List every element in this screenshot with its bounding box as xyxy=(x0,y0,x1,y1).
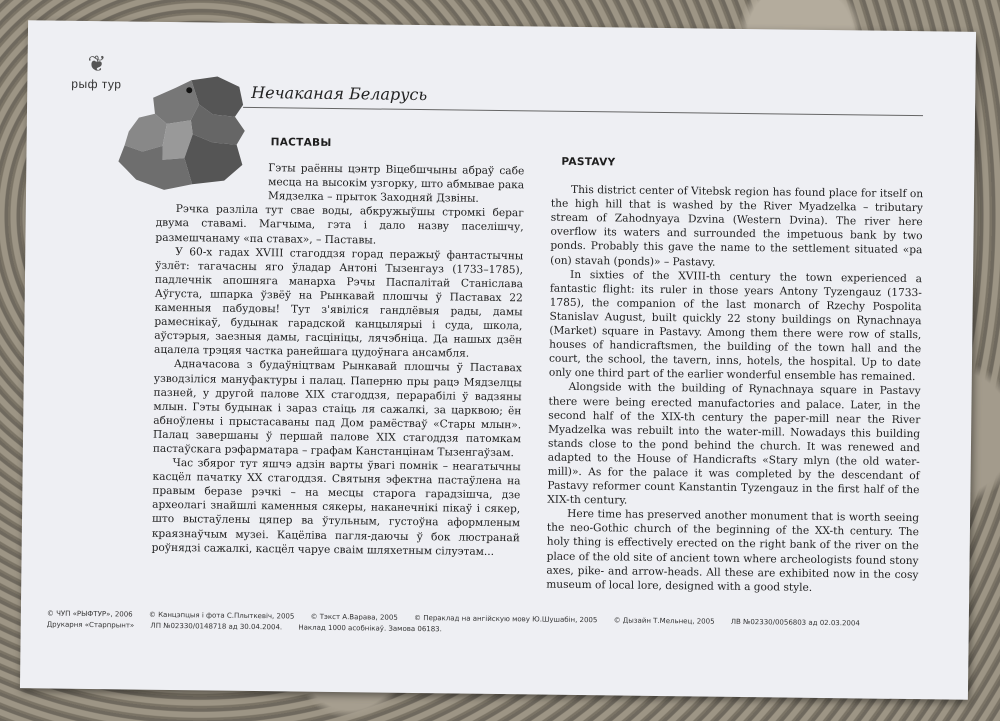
ru-paragraph-1-lead: Гэты раённы цэнтр Віцебшчыны абраў сабе месца на высокім узгорку, што абмывае рака Мядзелка – прыток Заходняй Дзвіны. xyxy=(267,162,525,206)
logo-text: рыф тур xyxy=(71,76,122,92)
ru-paragraph-3: Адначасова з будаўніцтвам Рынкавай плошчы ў Паставах узводзіліся мануфактуры і палац. Паперню пры рацэ Мядзелцы пазней, у другой палове XIX стагоддзя, перарабілі ў вадзяны млын. Гэты будынак і зараз стаіць ля сажалкі, за царквою; ён абноўлены і прыстасаваны пад Дом рамёстваў «Стары млын». Палац завершаны ў першай палове XIX стагоддзя патомкам пастаўскага рэфарматара – графам Канстанцінам Тызенгаўзам. xyxy=(152,358,522,460)
credit-item: Друкарня «Старпрынт» xyxy=(46,620,135,630)
column-title-ru: ПАСТАВЫ xyxy=(270,136,332,149)
squirrel-logo-icon: ❦ xyxy=(87,50,107,77)
belarusian-column xyxy=(152,134,525,559)
credit-item: Наклад 1000 асобнікаў. Замова 06183. xyxy=(298,623,442,634)
ru-paragraph-2: У 60-х гадах XVIII стагоддзя горад перажыў фантастычны ўзлёт: тагачасны яго ўладар Антоні Тызенгауз (1733–1785), падлечнік апошняга манарха Рэчы Паспалітай Станіслава Аўгуста, шпарка ўзвёў на Рынкавай плошчы ў Паставах 22 каменныя пабудовы! Тут з'явіліся гандлёвыя рады, дамы рамеснікаў, будынак гарадской канцылярыі і суда, школа, аўстэрыя, заезныя дамы, гасцініцы, лячэбніца. Да нашых дзён ацалела трэцяя частка ранейшага цудоўнага ансамбля. xyxy=(154,245,524,360)
page-title: Нечаканая Беларусь xyxy=(251,82,428,105)
en-paragraph-4: Here time has preserved another monument that is worth seeing the neo-Gothic church of the beginning of the XX-th century. The holy thing is effectively erected on the right bank of the river on the place of the old site of ancient town where archeologists found stony axes, pike- and arrow-heads. All these are exhibited now in the cosy museum of local lore, designed with a good style. xyxy=(546,508,920,594)
en-paragraph-2: In sixties of the XVIII-th century the town experienced a fantastic flight: its ruler in those years Antony Tyzengauz (1733-1785), the companion of the last monarch of Rzechy Pospolita Stanislav August, built quickly 22 stony buildings on Rynachnaya (Market) square in Pastavy. Among them there were row of stalls, houses of handicraftsmen, the building of the town hall and the court, the school, the tavern, inns, hotels, the hospital. Up to date only one third part of the earlier wonderful ensemble has remained. xyxy=(548,268,923,384)
english-column xyxy=(546,139,924,596)
en-paragraph-1: This district center of Vitebsk region has found place for itself on the high hill that is washed by the River Myadzelka – tributary stream of Zahodnyaya Dzvina (Western Dvina). The river here overflow its waters and surrounded the impetuous bank by two ponds. Probably this gave the name to the settlement situated «pa (on) stavah (ponds)» – Pastavy. xyxy=(550,183,924,269)
ru-paragraph-1-rest: Рэчка разліла тут свае воды, абкружыўшы стромкі бераг двума ставамі. Магчыма, гэта і дало назву паселішчу, размешчанаму «па ставах», – Паставы. xyxy=(155,203,524,247)
credit-item: © Тэкст А.Варава, 2005 xyxy=(310,612,398,622)
postcard xyxy=(20,20,976,700)
credits-footer xyxy=(47,609,947,642)
ru-paragraph-4: Час збярог тут яшчэ адзін варты ўвагі помнік – неагатычны касцёл пачатку XX стагоддзя. Святыня эфектна пастаўлена на правым беразе рэчкі – на месцы старога гарадзішча, дзе археолагі знайшлі каменныя сякеры, наканечнікі пікаў і сякер, што выстаўлены цяпер ва ўтульным, густоўна аформленым краязнаўчым музеі. Кацёліва пагля-даючы ў бок люстранай роўнядзі сажалкі, касцёл чаруе сваім шляхетным сілуэтам... xyxy=(151,457,521,558)
credit-item: © ЧУП «РЫФТУР», 2006 xyxy=(46,609,133,619)
credit-item: ЛВ №02330/0056803 ад 02.03.2004 xyxy=(730,617,860,628)
column-title-en: PASTAVY xyxy=(561,155,616,169)
credit-item: © Канцэпцыя і фота С.Плыткевіч, 2005 xyxy=(148,610,295,621)
credit-item: © Дызайн Т.Мельнец, 2005 xyxy=(613,616,715,626)
credit-item: ЛП №02330/0148718 ад 30.04.2004. xyxy=(150,621,283,632)
en-paragraph-3: Alongside with the building of Rynachnaya square in Pastavy there were being erected manufactories and palace. Later, in the second half of the XIX-th century the paper-mill near the River Myadzelka was rebuilt into the water-mill. Nowadays this building stands close to the pond behind the church. It was renewed and adapted to the House of Handicrafts «Stary mlyn (the old water-mill)». As for the palace it was completed by the descendant of Pastavy reformer count Kanstantin Tyzengauz in the first half of the XIX-th century. xyxy=(547,381,921,507)
credit-item: © Пераклад на ангійскую мову Ю.Шушабін, 2005 xyxy=(414,613,598,625)
header-divider xyxy=(243,107,923,116)
